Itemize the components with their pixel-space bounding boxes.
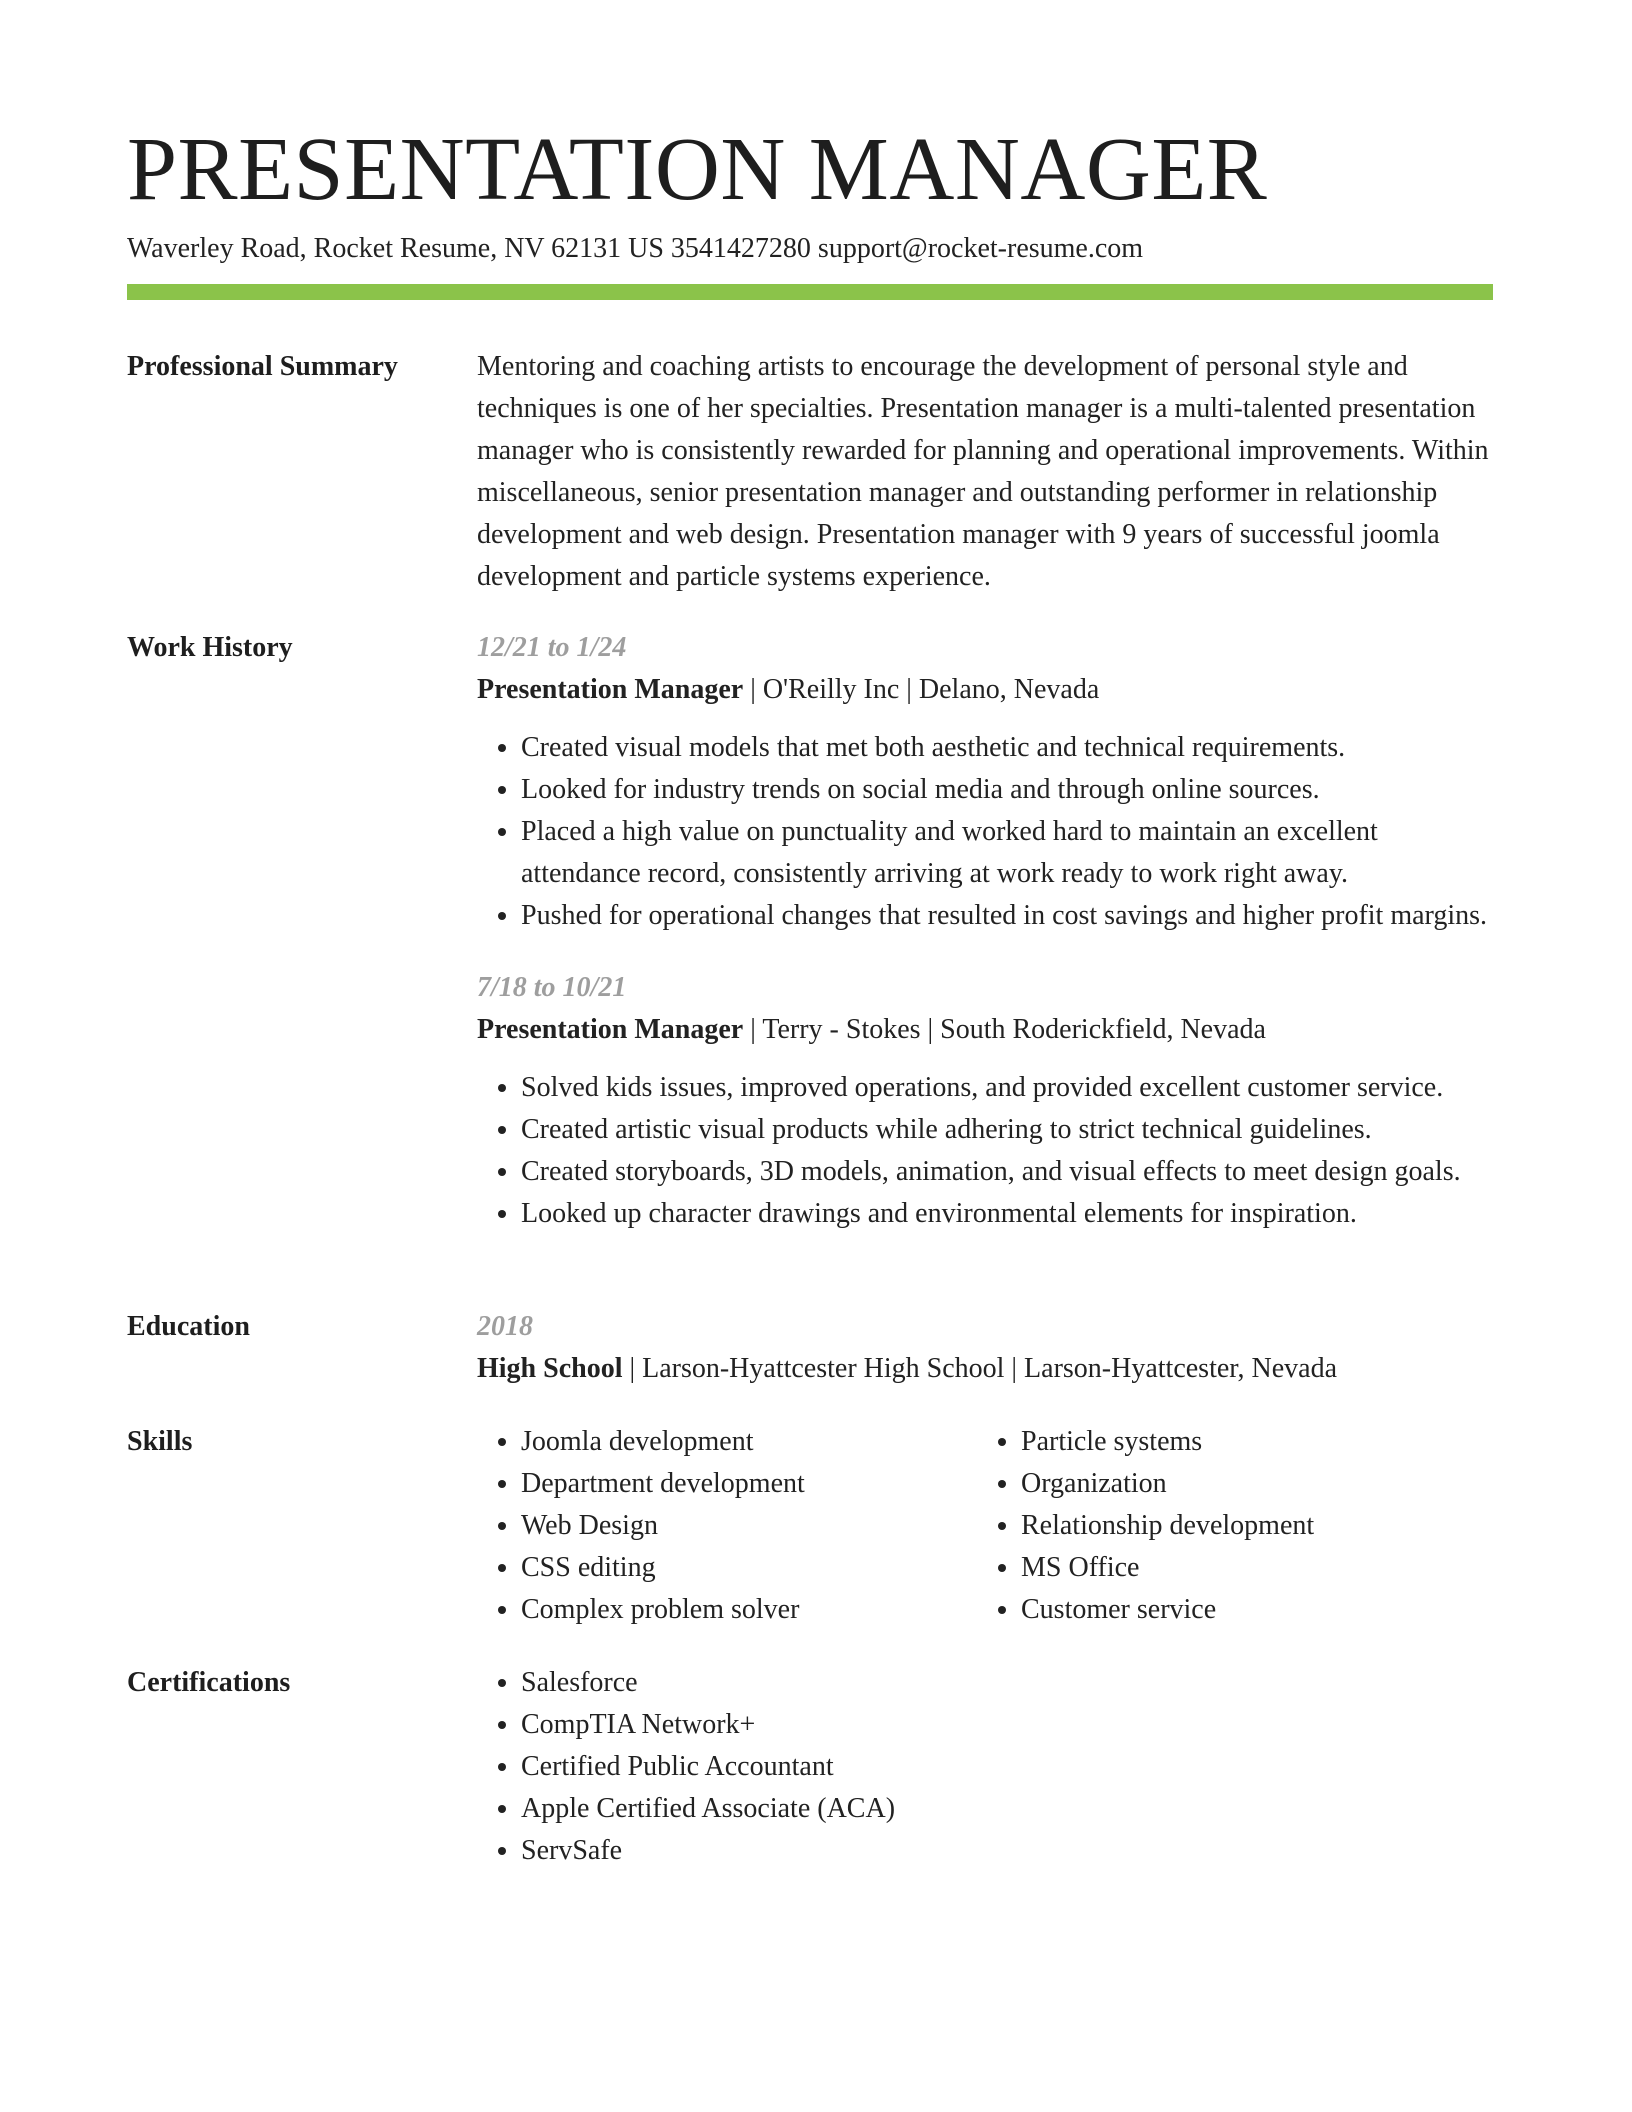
education-details: | Larson-Hyattcester High School | Larson-Hyattcester, Nevada [622, 1353, 1337, 1384]
list-item: • Created visual models that met both aesthetic and technical requirements. [521, 727, 1497, 769]
summary-body [477, 346, 1497, 598]
list-item: • Joomla development [521, 1421, 977, 1463]
list-item: • MS Office [1021, 1547, 1477, 1589]
list-item: • Looked for industry trends on social media and through online sources. [521, 769, 1497, 811]
section-title-summary: Professional Summary [127, 351, 398, 382]
list-item: • Placed a high value on punctuality and worked hard to maintain an excellent attendance record, consistently arriving at work ready to work right away. [521, 811, 1497, 895]
candidate-name: PRESENTATION MANAGER [127, 120, 1268, 219]
job-title-line [477, 1009, 1497, 1051]
list-item: • ServSafe [521, 1830, 1497, 1872]
list-item: • Complex problem solver [521, 1589, 977, 1631]
list-item: • CompTIA Network+ [521, 1704, 1497, 1746]
job-role: Presentation Manager [477, 674, 744, 705]
list-item: • Looked up character drawings and environmental elements for inspiration. [521, 1193, 1497, 1235]
list-item: • Department development [521, 1463, 977, 1505]
list-item: • Created artistic visual products while adhering to strict technical guidelines. [521, 1109, 1497, 1151]
job-dates: 12/21 to 1/24 [477, 632, 627, 663]
contact-line: Waverley Road, Rocket Resume, NV 62131 US 3541427280 support@rocket-resume.com [127, 233, 1144, 264]
skills-list [477, 1421, 977, 1631]
job-details: | O'Reilly Inc | Delano, Nevada [743, 674, 1100, 705]
job-dates: 7/18 to 10/21 [477, 972, 627, 1003]
job-entry [477, 627, 1497, 937]
list-item: • Pushed for operational changes that resulted in cost savings and higher profit margins. [521, 895, 1497, 937]
list-item: • Apple Certified Associate (ACA) [521, 1788, 1497, 1830]
header-divider [127, 284, 1493, 300]
certifications-list [477, 1662, 1497, 1872]
list-item: • Relationship development [1021, 1505, 1477, 1547]
skills-column-right [977, 1421, 1477, 1631]
list-item: • CSS editing [521, 1547, 977, 1589]
skills-body [477, 1421, 1497, 1641]
list-item: • Certified Public Accountant [521, 1746, 1497, 1788]
job-entry [477, 967, 1497, 1235]
education-year: 2018 [477, 1311, 533, 1342]
education-line [477, 1348, 1497, 1390]
skills-column-left [477, 1421, 977, 1631]
job-bullets [477, 727, 1497, 937]
list-item: • Salesforce [521, 1662, 1497, 1704]
job-title-line [477, 669, 1497, 711]
skills-list [977, 1421, 1477, 1631]
job-bullets [477, 1067, 1497, 1235]
education-body [477, 1306, 1497, 1390]
job-role: Presentation Manager [477, 1014, 744, 1045]
list-item: • Created storyboards, 3D models, animation, and visual effects to meet design goals. [521, 1151, 1497, 1193]
education-degree: High School [477, 1353, 623, 1384]
work-history-body [477, 627, 1497, 1235]
list-item: • Particle systems [1021, 1421, 1477, 1463]
list-item: • Solved kids issues, improved operations, and provided excellent customer service. [521, 1067, 1497, 1109]
section-title-skills: Skills [127, 1426, 193, 1457]
list-item: • Web Design [521, 1505, 977, 1547]
job-details: | Terry - Stokes | South Roderickfield, Nevada [743, 1014, 1266, 1045]
summary-text: Mentoring and coaching artists to encourage the development of personal style and techniques is one of her specialties. Presentation manager is a multi-talented presentation manager who is consistently rewarded for planning and operational improvements. Within miscellaneous, senior presentation manager and outstanding performer in relationship development and web design. Presentation manager with 9 years of successful joomla development and particle systems experience. [477, 351, 1489, 592]
list-item: • Organization [1021, 1463, 1477, 1505]
section-title-education: Education [127, 1311, 250, 1342]
certifications-body [477, 1662, 1497, 1872]
section-title-work-history: Work History [127, 632, 293, 663]
list-item: • Customer service [1021, 1589, 1477, 1631]
section-title-certifications: Certifications [127, 1667, 291, 1698]
